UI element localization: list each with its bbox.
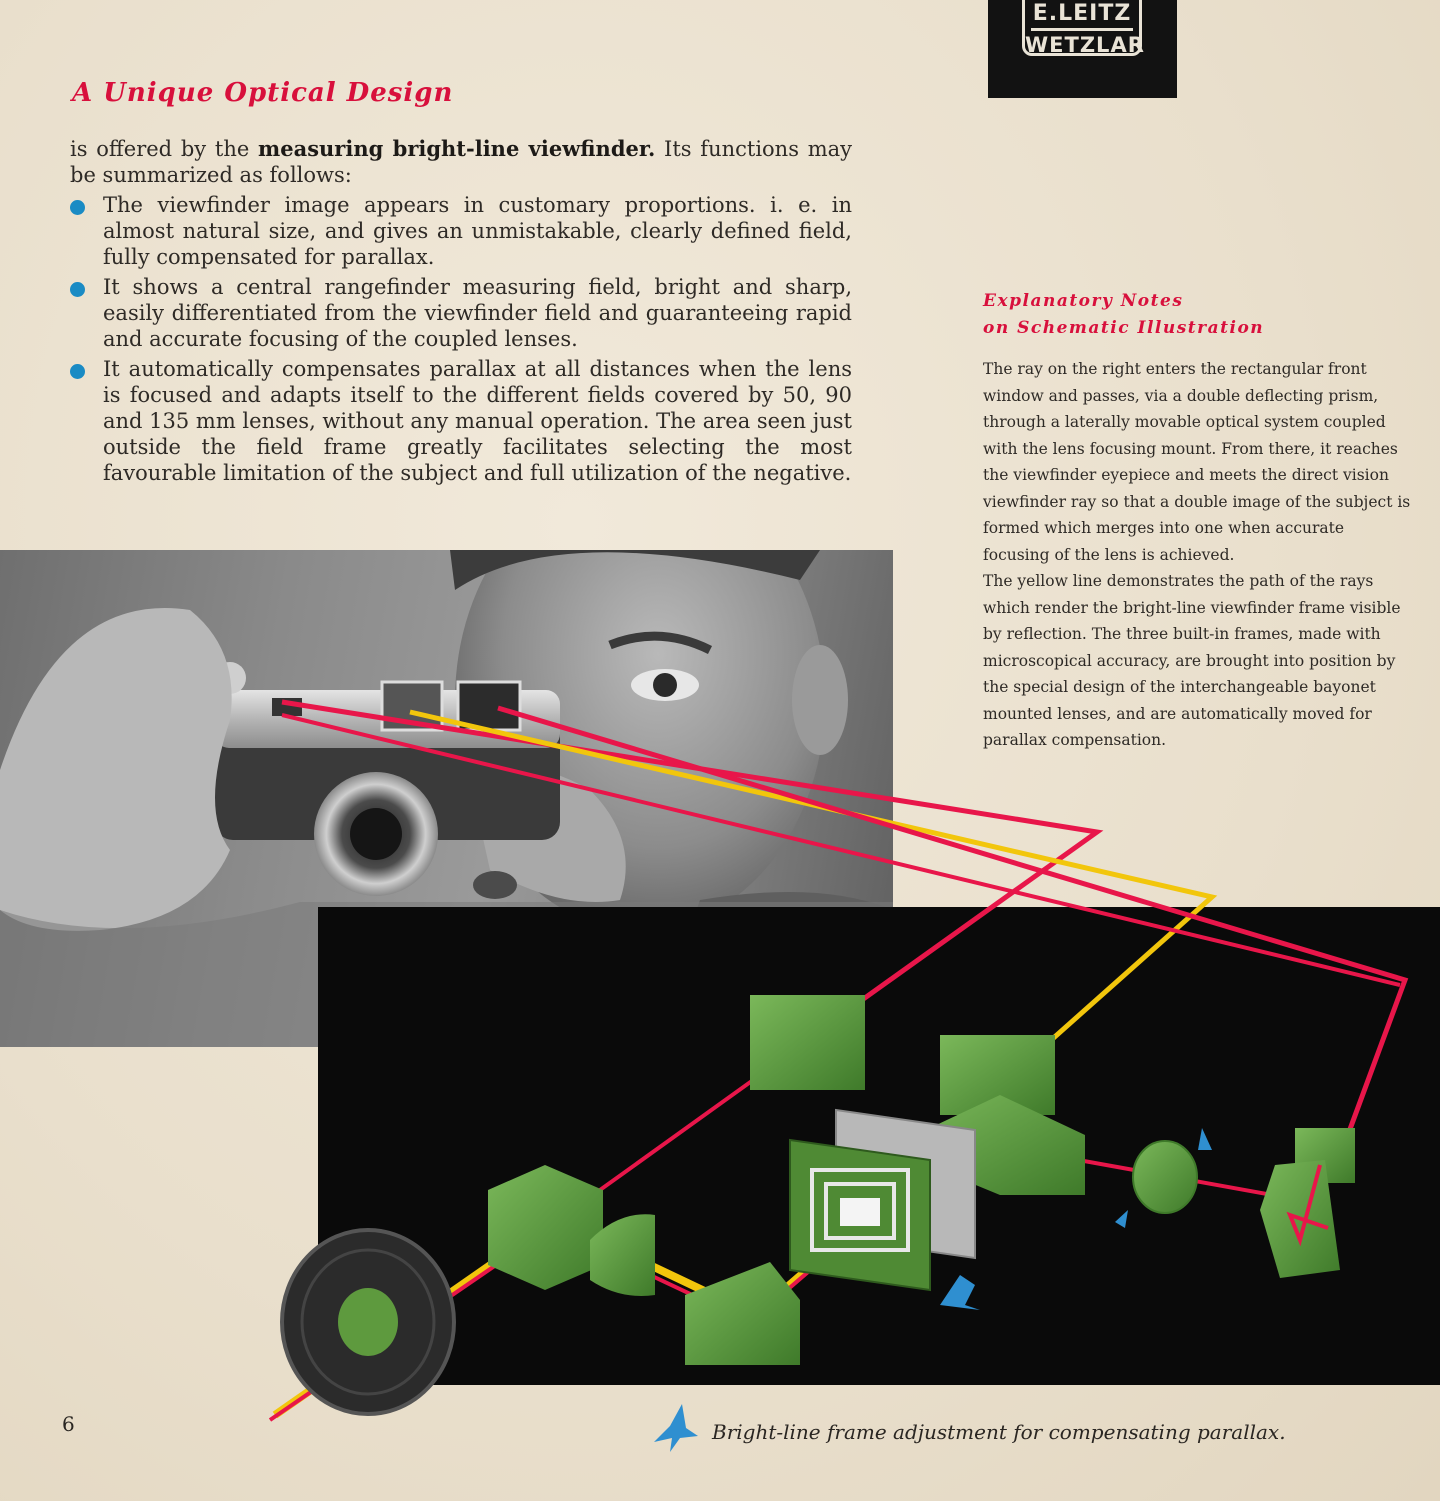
intro-suffix: Its functions may be summarized as follows: [70, 137, 852, 187]
frame-adjustment-symbol-icon [652, 1402, 700, 1454]
frame-adjustment-arrow-icon [940, 1275, 980, 1310]
lens-motion-arrow-down-icon [1115, 1210, 1128, 1228]
front-window-block [750, 995, 865, 1090]
figure-caption: Bright-line frame adjustment for compensating parallax. [712, 1420, 1286, 1444]
notes-paragraph-2: The yellow line demonstrates the path of the rays which render the bright-line viewfinder frame visible by reflection. The three built-in frames, made with microscopical accuracy, are brought into position by the special design of the interchangeable bayonet mounted lenses, and are automatically moved for parallax compensation. [983, 572, 1401, 749]
intro-emphasis: measuring bright-line viewfinder. [258, 136, 656, 161]
feature-text: It shows a central rangefinder measuring field, bright and sharp, easily differentiated from the viewfinder field and guaranteeing rapid and accurate focusing of the coupled lenses. [103, 275, 852, 351]
feature-text: It automatically compensates parallax at all distances when the lens is focused and adapts itself to the different fields covered by 50, 90 and 135 mm lenses, without any manual operation. The area seen just outside the field frame greatly facilitates selecting the most favourable limitation of the subject and full utilization of the negative. [103, 357, 852, 485]
logo-line-1: E.LEITZ [1032, 1, 1132, 26]
notes-title-line-2: on Schematic Illustration [983, 318, 1265, 338]
movable-rangefinder-lens [1133, 1141, 1197, 1213]
eyepiece-glass [338, 1288, 398, 1356]
combining-prism [488, 1165, 603, 1290]
notes-title-line-1: Explanatory Notes [983, 291, 1184, 311]
red-ray-viewfinder-path [282, 702, 1097, 1010]
deflecting-prism [685, 1262, 800, 1365]
feature-text: The viewfinder image appears in customary proportions. i. e. in almost natural size, and gives an unmistakable, clearly defined field, fully compensated for parallax. [103, 193, 852, 269]
lens-motion-arrow-up-icon [1198, 1128, 1212, 1150]
logo-line-2: WETZLAR [1025, 33, 1145, 57]
frame-line-center [840, 1198, 880, 1226]
notes-paragraph-1: The ray on the right enters the rectangular front window and passes, via a double deflecting prism, through a laterally movable optical system coupled with the lens focusing mount. From there, it reaches the viewfinder eyepiece and meets the direct vision viewfinder ray so that a double image of the subject is formed which merges into one when accurate focusing of the lens is achieved. [983, 360, 1411, 564]
intro-prefix: is offered by the [70, 137, 258, 161]
red-ray-lower-path [282, 715, 1400, 985]
page-heading: A Unique Optical Design [72, 78, 454, 108]
page-number: 6 [62, 1412, 75, 1436]
